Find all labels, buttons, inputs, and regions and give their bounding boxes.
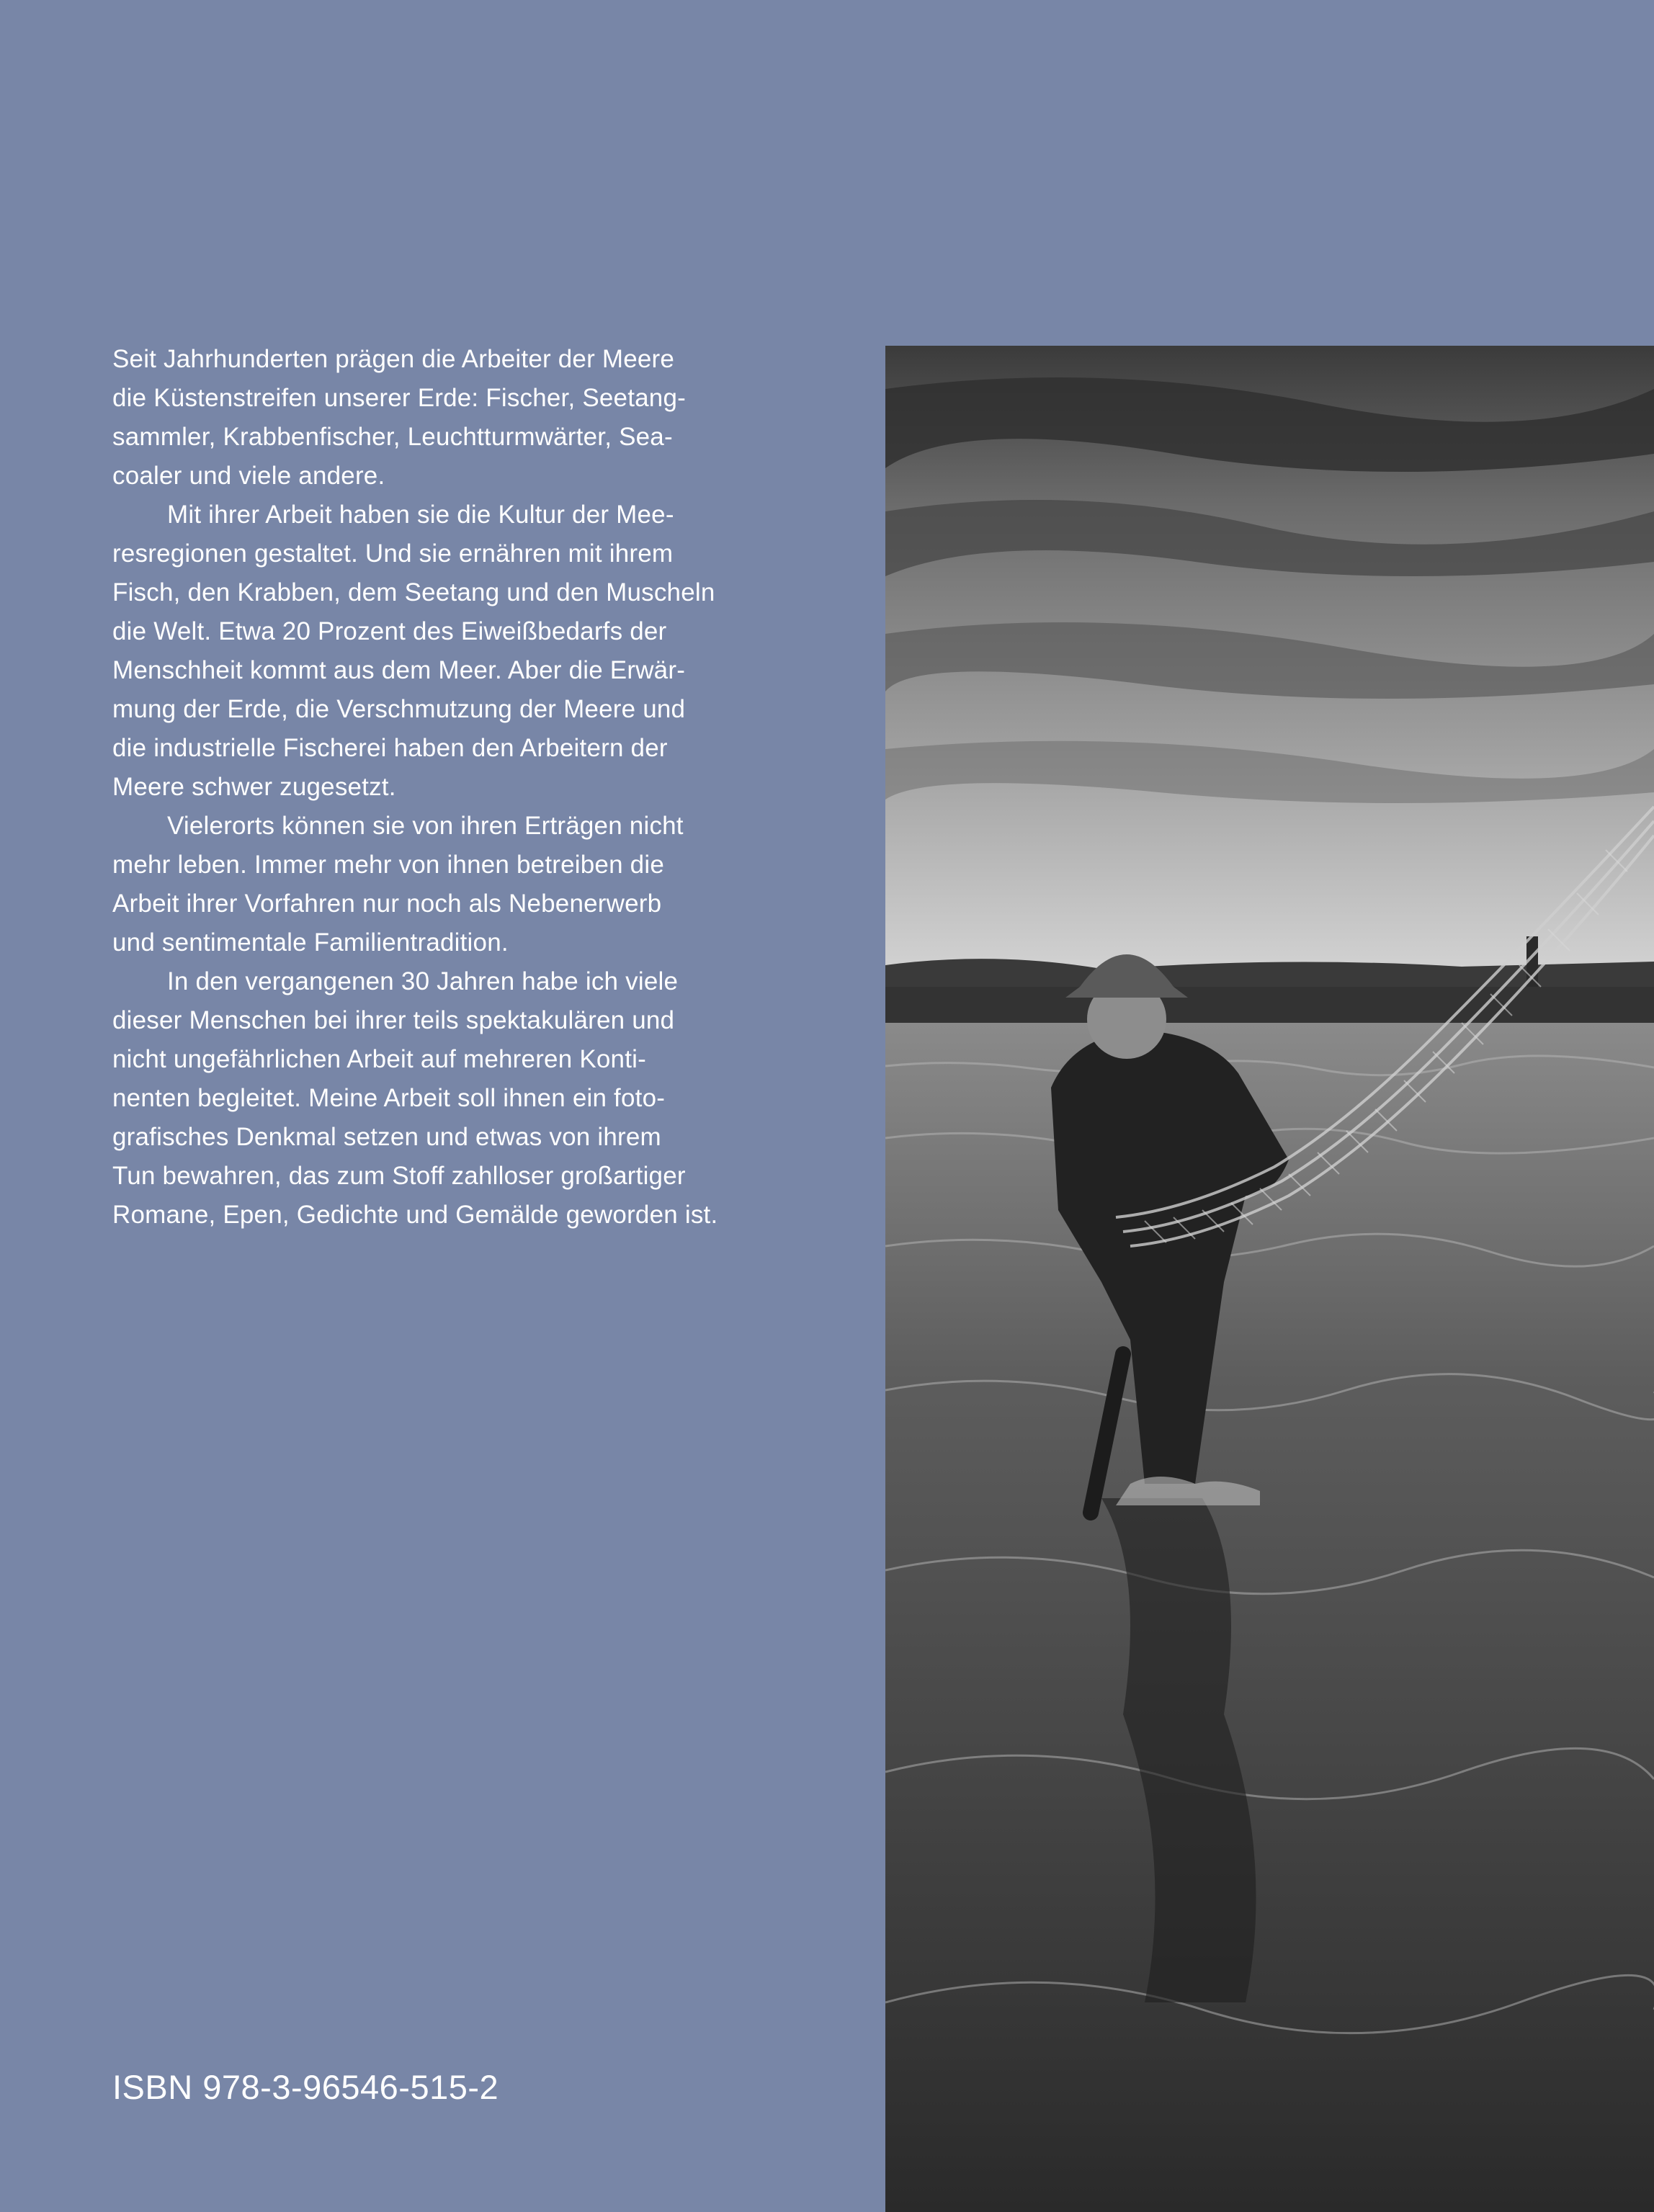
blurb-line: die industrielle Fischerei haben den Arbeitern der xyxy=(112,734,668,762)
blurb-line: die Küstenstreifen unserer Erde: Fischer, Seetang- xyxy=(112,384,686,412)
blurb-line: grafisches Denkmal setzen und etwas von ihrem xyxy=(112,1123,661,1151)
fisherman-photo xyxy=(885,346,1654,2212)
blurb-line: und sentimentale Familientradition. xyxy=(112,928,509,957)
blurb-line: mehr leben. Immer mehr von ihnen betreiben die xyxy=(112,851,664,879)
blurb-line: Menschheit kommt aus dem Meer. Aber die Erwär- xyxy=(112,656,686,684)
blurb-line: nicht ungefährlichen Arbeit auf mehreren Konti- xyxy=(112,1045,646,1073)
blurb-line: Tun bewahren, das zum Stoff zahlloser großartiger xyxy=(112,1162,686,1190)
blurb-line: Arbeit ihrer Vorfahren nur noch als Nebenerwerb xyxy=(112,890,662,918)
blurb-text xyxy=(112,340,790,1235)
blurb-line: Seit Jahrhunderten prägen die Arbeiter der Meere xyxy=(112,345,675,373)
blurb-line: resregionen gestaltet. Und sie ernähren mit ihrem xyxy=(112,539,674,568)
fisherman-photo-icon xyxy=(885,346,1654,2212)
blurb-line: mung der Erde, die Verschmutzung der Meere und xyxy=(112,695,686,723)
blurb-line: In den vergangenen 30 Jahren habe ich viele xyxy=(167,967,679,995)
blurb-line: Meere schwer zugesetzt. xyxy=(112,773,396,801)
blurb-line: die Welt. Etwa 20 Prozent des Eiweißbedarfs der xyxy=(112,617,667,645)
isbn-number: ISBN 978-3-96546-515-2 xyxy=(112,2068,499,2106)
blurb-line: Vielerorts können sie von ihren Erträgen nicht xyxy=(167,812,684,840)
blurb-line: nenten begleitet. Meine Arbeit soll ihnen ein foto- xyxy=(112,1084,666,1112)
blurb-line: Mit ihrer Arbeit haben sie die Kultur der Mee- xyxy=(167,501,674,529)
blurb-line: Fisch, den Krabben, dem Seetang und den Muscheln xyxy=(112,578,715,606)
blurb-line: Romane, Epen, Gedichte und Gemälde geworden ist. xyxy=(112,1201,718,1229)
blurb-line: coaler und viele andere. xyxy=(112,462,385,490)
blurb-line: sammler, Krabbenfischer, Leuchtturmwärter, Sea- xyxy=(112,423,673,451)
blurb-line: dieser Menschen bei ihrer teils spektakulären und xyxy=(112,1006,675,1034)
